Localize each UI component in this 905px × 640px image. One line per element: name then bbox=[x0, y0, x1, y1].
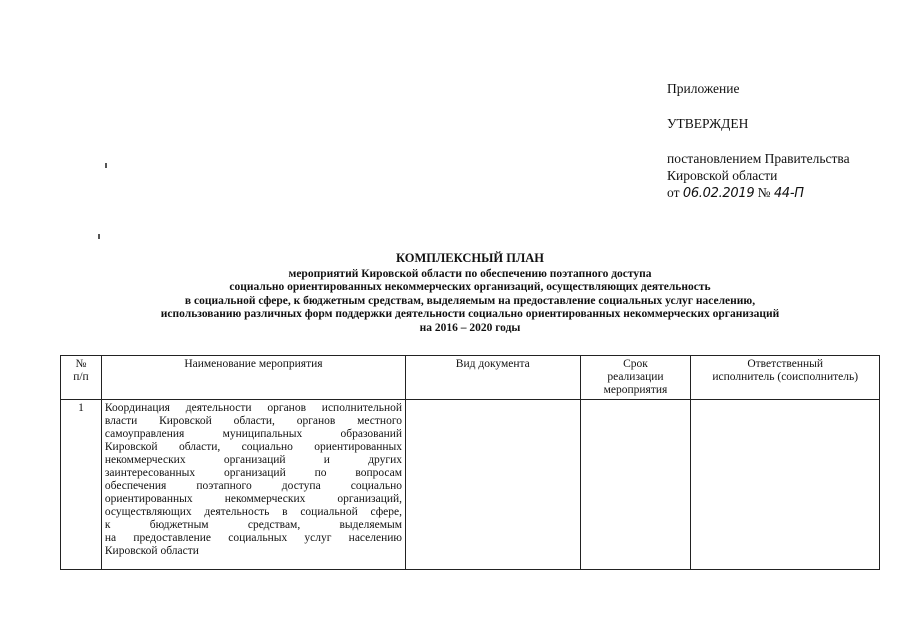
measure-line: заинтересованных организаций по вопросам bbox=[104, 467, 403, 479]
measure-line: ориентированных некоммерческих организаций, bbox=[104, 493, 403, 505]
measure-line: Кировской области bbox=[104, 545, 199, 557]
header-term-line: реализации bbox=[607, 371, 664, 383]
approval-block bbox=[667, 80, 897, 202]
title-line: социально ориентированных некоммерческих организаций, осуществляющих деятельность bbox=[229, 281, 711, 293]
scan-artifact bbox=[105, 163, 107, 168]
document-title-block bbox=[60, 252, 880, 335]
appendix-label: Приложение bbox=[667, 81, 740, 96]
header-exec-line: Ответственный bbox=[747, 358, 824, 370]
title-line: мероприятий Кировской области по обеспечению поэтапного доступа bbox=[288, 267, 652, 280]
header-num-line: № bbox=[75, 358, 87, 370]
approved-by-text: постановлением Правительства bbox=[667, 151, 850, 166]
table-row bbox=[61, 400, 880, 570]
measure-line: обеспечения поэтапного доступа социально bbox=[104, 480, 403, 492]
measure-line: Координация деятельности органов исполнительной bbox=[104, 402, 403, 414]
measure-line: власти Кировской области, органов местного bbox=[104, 415, 403, 427]
row-executor bbox=[691, 400, 880, 570]
header-doc-type: Вид документа bbox=[406, 356, 581, 400]
approved-label: УТВЕРЖДЕН bbox=[667, 116, 749, 131]
measure-line: осуществляющих деятельность в социальной сфере, bbox=[104, 506, 403, 518]
date-prefix: от bbox=[667, 185, 680, 200]
header-term bbox=[580, 356, 691, 400]
resolution-date-line bbox=[667, 184, 897, 202]
row-measure-name bbox=[101, 400, 405, 570]
header-term-line: мероприятия bbox=[603, 384, 668, 396]
header-name: Наименование мероприятия bbox=[101, 356, 405, 400]
header-exec-line: исполнитель (соисполнитель) bbox=[712, 371, 859, 383]
row-num: 1 bbox=[61, 400, 102, 570]
document-title: КОМПЛЕКСНЫЙ ПЛАН bbox=[395, 251, 545, 265]
measure-line: к бюджетным средствам, выделяемым bbox=[104, 519, 403, 531]
row-doc-type bbox=[406, 400, 581, 570]
header-num bbox=[61, 356, 102, 400]
row-term bbox=[580, 400, 691, 570]
measure-line: Кировской области, социально ориентированных bbox=[104, 441, 403, 453]
measure-line: самоуправления муниципальных образований bbox=[104, 428, 403, 440]
scan-artifact bbox=[98, 234, 100, 239]
handwritten-number: 44-П bbox=[773, 186, 804, 201]
measure-line: некоммерческих организаций и других bbox=[104, 454, 403, 466]
measure-line: на предоставление социальных услуг населению bbox=[104, 532, 403, 544]
region-text: Кировской области bbox=[667, 168, 778, 183]
header-term-line: Срок bbox=[623, 358, 648, 370]
handwritten-date: 06.02.2019 bbox=[682, 186, 755, 201]
plan-table bbox=[60, 355, 880, 570]
header-num-line: п/п bbox=[73, 371, 89, 383]
title-line: в социальной сфере, к бюджетным средствам, выделяемым на предоставление социальных услуг населению, bbox=[184, 294, 756, 307]
header-executor bbox=[691, 356, 880, 400]
title-line: использованию различных форм поддержки деятельности социально ориентированных некоммерческих организаций bbox=[160, 308, 780, 320]
table-header-row bbox=[61, 356, 880, 400]
number-prefix: № bbox=[757, 185, 771, 200]
title-line: на 2016 – 2020 годы bbox=[419, 321, 521, 334]
